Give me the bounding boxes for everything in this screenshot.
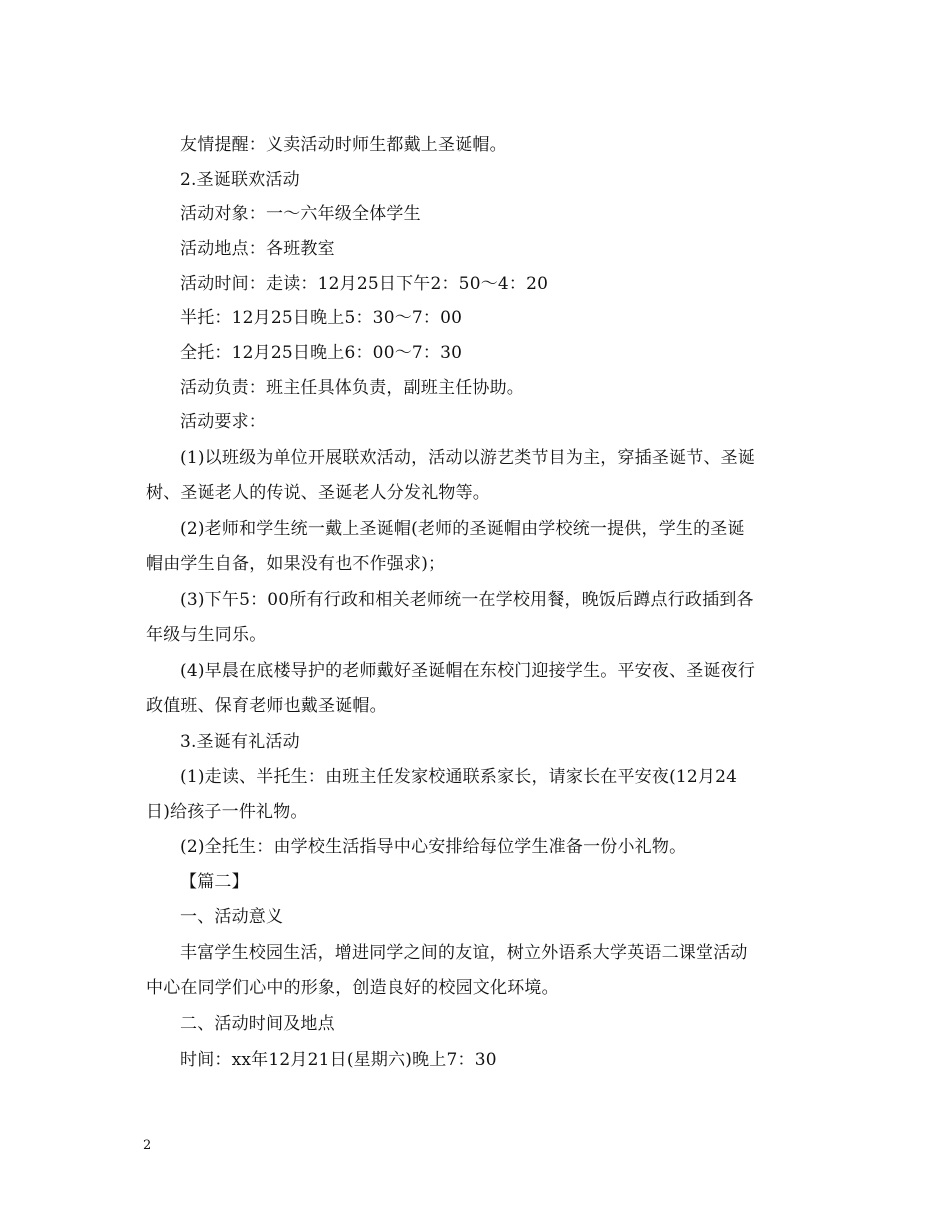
text-line: 树、圣诞老人的传说、圣诞老人分发礼物等。	[146, 483, 490, 503]
text-line: (1)走读、半托生：由班主任发家校通联系家长，请家长在平安夜(12月24	[180, 767, 738, 787]
section-heading: 一、活动意义	[180, 907, 284, 927]
page-number: 2	[143, 1138, 152, 1153]
text-line: 年级与生同乐。	[146, 625, 267, 645]
text-line: 活动负责：班主任具体负责，副班主任协助。	[180, 378, 524, 398]
text-line: (2)老师和学生统一戴上圣诞帽(老师的圣诞帽由学校统一提供，学生的圣诞	[180, 519, 745, 539]
text-line: (1)以班级为单位开展联欢活动，活动以游艺类节目为主，穿插圣诞节、圣诞	[180, 448, 756, 468]
text-line: 帽由学生自备，如果没有也不作强求)；	[146, 554, 446, 574]
text-line: 活动地点：各班教室	[180, 239, 335, 259]
section-heading: 二、活动时间及地点	[180, 1014, 335, 1034]
text-line: 全托：12月25日晚上6：00～7：30	[180, 343, 463, 363]
text-line: (2)全托生：由学校生活指导中心安排给每位学生准备一份小礼物。	[180, 837, 687, 857]
section-heading: 3.圣诞有礼活动	[180, 732, 300, 752]
text-line: 活动要求：	[180, 412, 266, 432]
text-line: 时间：xx年12月21日(星期六)晚上7：30	[180, 1050, 497, 1070]
text-line: 活动对象：一～六年级全体学生	[180, 204, 421, 224]
section-heading: 【篇二】	[180, 872, 249, 892]
section-heading: 2.圣诞联欢活动	[180, 170, 300, 190]
text-line: 友情提醒：义卖活动时师生都戴上圣诞帽。	[180, 135, 507, 155]
text-line: 半托：12月25日晚上5：30～7：00	[180, 308, 463, 328]
text-line: (3)下午5：00所有行政和相关老师统一在学校用餐，晚饭后蹲点行政插到各	[180, 590, 754, 610]
text-line: (4)早晨在底楼导护的老师戴好圣诞帽在东校门迎接学生。平安夜、圣诞夜行	[180, 661, 756, 681]
text-line: 中心在同学们心中的形象，创造良好的校园文化环境。	[146, 978, 559, 998]
text-line: 日)给孩子一件礼物。	[146, 802, 308, 822]
text-line: 丰富学生校园生活，增进同学之间的友谊，树立外语系大学英语二课堂活动	[180, 943, 748, 963]
text-line: 政值班、保育老师也戴圣诞帽。	[146, 696, 387, 716]
text-line: 活动时间：走读：12月25日下午2：50～4：20	[180, 274, 549, 294]
